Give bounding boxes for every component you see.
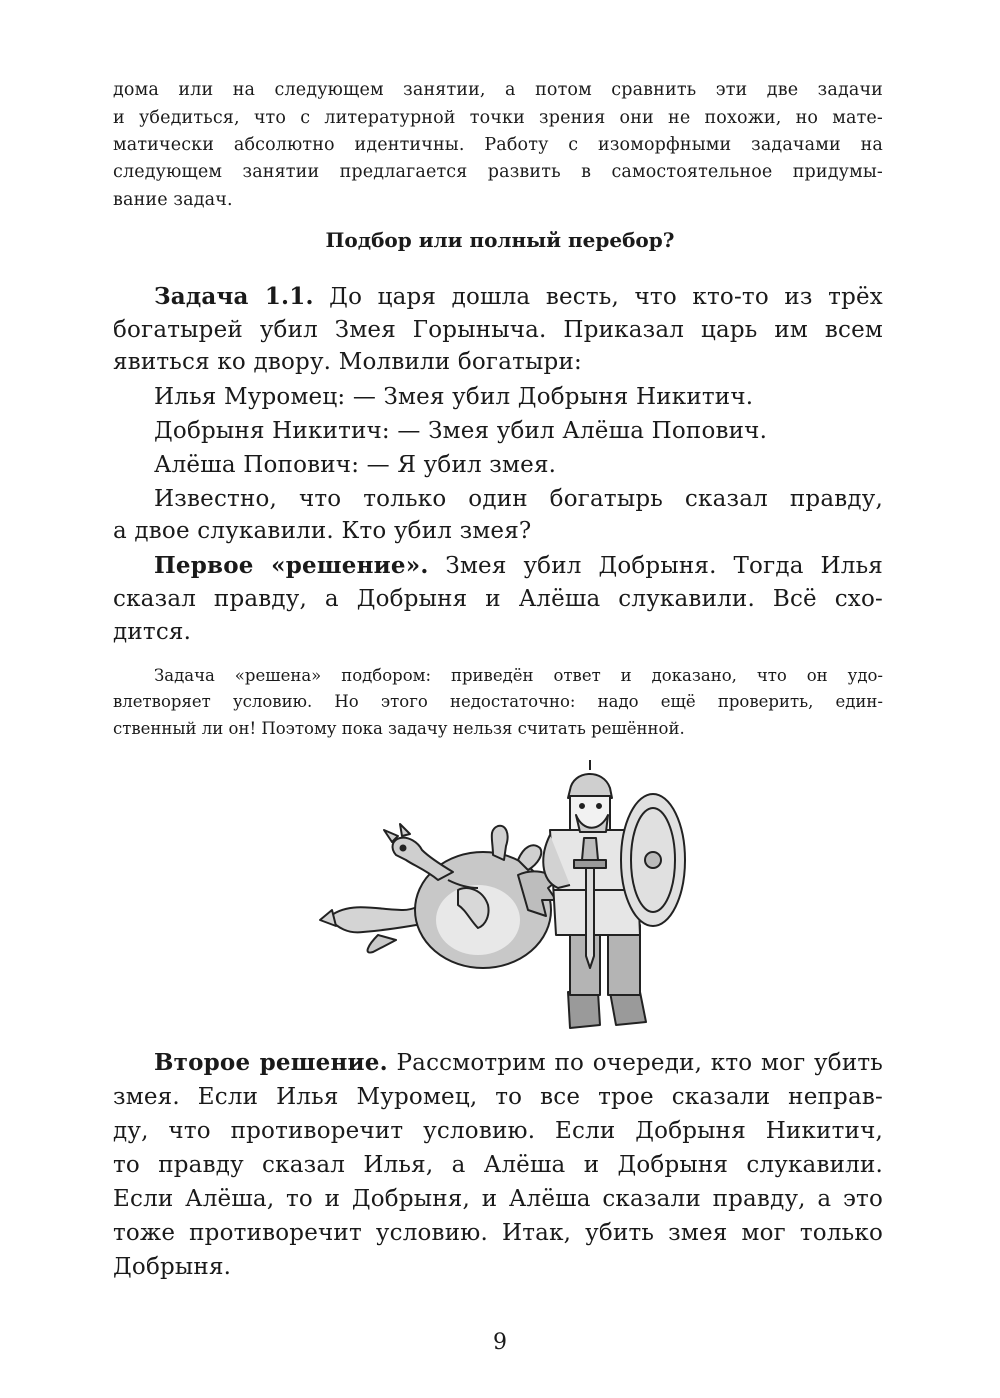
- dragon-icon: [320, 824, 558, 968]
- first-solution-line-1: [113, 549, 883, 583]
- second-solution-label: Второе решение.: [154, 1049, 388, 1076]
- quote-ilya: Илья Муромец: — Змея убил Добрыня Никитич.: [154, 384, 754, 410]
- first-solution-label: Первое «решение».: [154, 552, 429, 579]
- problem-line-2: богатырей убил Змея Горыныча. Приказал царь им всем: [113, 317, 883, 343]
- first-solution-line-3: дится.: [113, 619, 192, 645]
- intro-line-2: и убедиться, что с литературной точки зрения они не похожи, но мате-: [113, 108, 883, 128]
- first-solution-line-2: сказал правду, а Добрыня и Алёша слукавили. Всё схо-: [113, 586, 883, 612]
- problem-line-3: явиться ко двору. Молвили богатыри:: [113, 349, 582, 375]
- section-title: Подбор или полный перебор?: [325, 228, 675, 252]
- second-solution-line-1: [113, 1046, 883, 1080]
- problem-label: Задача 1.1.: [154, 283, 314, 310]
- quote-alyosha: Алёша Попович: — Я убил змея.: [154, 452, 557, 478]
- page-number: 9: [493, 1330, 507, 1355]
- intro-line-5: вание задач.: [113, 190, 233, 210]
- note-line-1: Задача «решена» подбором: приведён ответ и доказано, что он удо-: [154, 666, 883, 685]
- intro-line-3: матически абсолютно идентичны. Работу с изоморфными задачами на: [113, 135, 883, 155]
- second-solution-line-4: то правду сказал Илья, а Алёша и Добрыня слукавили.: [113, 1152, 883, 1178]
- intro-line-4: следующем занятии предлагается развить в самостоятельное придумы-: [113, 162, 883, 182]
- quote-dobrynya: Добрыня Никитич: — Змея убил Алёша Попович.: [154, 418, 768, 444]
- second-solution-line-2: змея. Если Илья Муромец, то все трое сказали неправ-: [113, 1084, 883, 1110]
- second-solution-line-5: Если Алёша, то и Добрыня, и Алёша сказали правду, а это: [113, 1186, 883, 1212]
- question-line-1: Известно, что только один богатырь сказал правду,: [154, 486, 883, 512]
- problem-line-1: [113, 280, 883, 314]
- note-line-2: влетворяет условию. Но этого недостаточно: надо ещё проверить, един-: [113, 692, 883, 711]
- dragon-and-bogatyr-illustration: [318, 760, 698, 1040]
- bogatyr-icon: [543, 760, 685, 1028]
- question-line-2: а двое слукавили. Кто убил змея?: [113, 518, 532, 544]
- first-solution-text-1: Змея убил Добрыня. Тогда Илья: [428, 553, 883, 579]
- second-solution-line-6: тоже противоречит условию. Итак, убить змея мог только: [113, 1220, 883, 1246]
- second-solution-text-1: Рассмотрим по очереди, кто мог убить: [387, 1050, 883, 1076]
- problem-text-1: До царя дошла весть, что кто-то из трёх: [313, 284, 883, 310]
- intro-line-1: дома или на следующем занятии, а потом сравнить эти две задачи: [113, 80, 883, 100]
- second-solution-line-3: ду, что противоречит условию. Если Добрыня Никитич,: [113, 1118, 883, 1144]
- note-line-3: ственный ли он! Поэтому пока задачу нельзя считать решённой.: [113, 719, 685, 738]
- second-solution-line-7: Добрыня.: [113, 1254, 232, 1280]
